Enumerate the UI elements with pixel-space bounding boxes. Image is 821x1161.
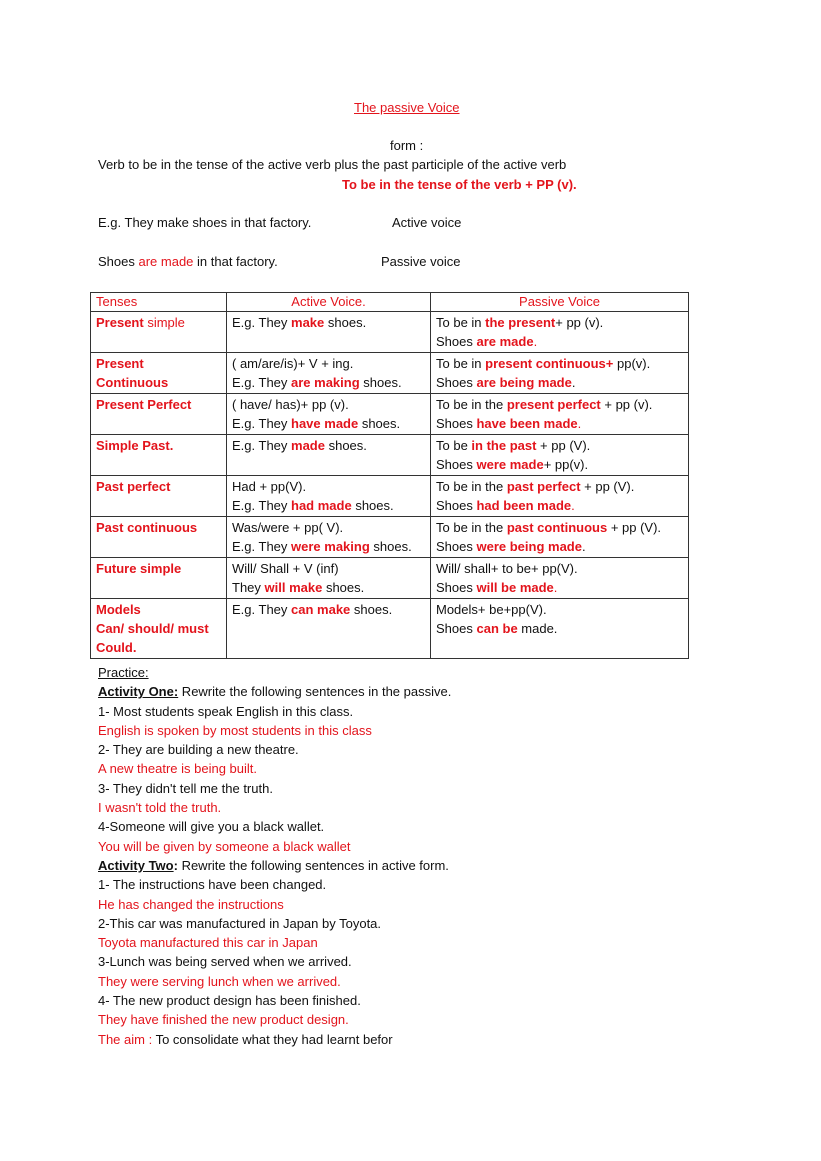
table-row — [91, 517, 689, 558]
active-cell — [227, 394, 431, 435]
text-segment: were made — [476, 457, 544, 472]
cell-line — [96, 477, 221, 496]
text-segment: Models — [96, 602, 141, 617]
text-segment: can make — [291, 602, 351, 617]
text-segment: ( am/are/is)+ V + ing. — [232, 356, 354, 371]
practice-line — [98, 779, 710, 798]
table-row — [91, 394, 689, 435]
text-segment: will make — [264, 580, 323, 595]
tense-cell — [91, 353, 227, 394]
text-segment: . — [581, 539, 586, 554]
passive-cell — [431, 435, 689, 476]
text-segment: . — [577, 416, 582, 431]
main-content — [90, 292, 710, 1049]
text-segment: A new theatre is being built. — [98, 761, 257, 777]
text-segment: + pp (v). — [555, 315, 604, 330]
table-row — [91, 435, 689, 476]
text-segment: Present Perfect — [96, 397, 192, 412]
table-header-row — [91, 293, 689, 312]
practice-line — [98, 663, 710, 682]
text-segment: pp(v). — [613, 356, 651, 371]
text-segment: Toyota manufactured this car in Japan — [98, 935, 318, 951]
text-segment: 4- The new product design has been finished. — [98, 993, 361, 1009]
text-segment: shoes. — [369, 539, 412, 554]
passive-cell — [431, 558, 689, 599]
text-segment: + pp (V). — [580, 479, 635, 494]
text-segment: Will/ Shall + V (inf) — [232, 561, 339, 576]
table-row — [91, 476, 689, 517]
practice-line — [98, 759, 710, 778]
text-segment: Shoes — [436, 498, 477, 513]
passive-example-post: in that factory. — [193, 254, 278, 269]
text-segment: They — [232, 580, 265, 595]
passive-example-verb: are made — [138, 254, 194, 269]
text-segment: Could. — [96, 640, 137, 655]
tense-cell — [91, 312, 227, 353]
text-segment: Practice: — [98, 665, 149, 680]
text-segment: E.g. They — [232, 438, 292, 453]
text-segment: will be made — [476, 580, 554, 595]
cell-line — [96, 600, 221, 619]
text-segment: + pp(v). — [543, 457, 589, 472]
text-segment: Was/were + pp( V). — [232, 520, 344, 535]
text-segment: Shoes — [436, 457, 477, 472]
cell-line — [436, 559, 683, 578]
tense-cell — [91, 517, 227, 558]
practice-section — [98, 663, 710, 1049]
practice-line — [98, 817, 710, 836]
text-segment: 4-Someone will give you a black wallet. — [98, 819, 325, 835]
text-segment: To be in — [436, 356, 486, 371]
practice-line — [98, 933, 710, 952]
practice-line — [98, 875, 710, 894]
text-segment: E.g. They — [232, 375, 292, 390]
text-segment: shoes. — [324, 438, 367, 453]
practice-line — [98, 721, 710, 740]
cell-line — [436, 332, 683, 351]
cell-line — [96, 619, 221, 638]
page-title: The passive Voice — [354, 100, 460, 115]
table-row — [91, 599, 689, 659]
active-cell — [227, 353, 431, 394]
text-segment: the present — [485, 315, 556, 330]
text-segment: shoes. — [359, 375, 402, 390]
cell-line — [96, 518, 221, 537]
cell-line — [436, 373, 683, 392]
text-segment: were being made — [476, 539, 582, 554]
tense-cell — [91, 394, 227, 435]
text-segment: Present — [96, 356, 144, 371]
text-segment: Shoes — [436, 375, 477, 390]
practice-line — [98, 682, 710, 701]
cell-line — [96, 436, 221, 455]
text-segment: Simple Past. — [96, 438, 174, 453]
text-segment: can be — [476, 621, 518, 636]
text-segment: have been made — [476, 416, 578, 431]
cell-line — [436, 496, 683, 515]
text-segment: are making — [291, 375, 360, 390]
table-row — [91, 353, 689, 394]
text-segment: Models+ be+pp(V). — [436, 602, 547, 617]
practice-line — [98, 798, 710, 817]
text-segment: You will be given by someone a black wallet — [98, 838, 351, 854]
passive-cell — [431, 394, 689, 435]
text-segment: . — [553, 580, 558, 595]
practice-line — [98, 740, 710, 759]
practice-line — [98, 972, 710, 991]
text-segment: They were serving lunch when we arrived. — [98, 973, 341, 989]
active-cell — [227, 599, 431, 659]
text-segment: I wasn't told the truth. — [98, 800, 222, 816]
text-segment: Rewrite the following sentences in active form. — [177, 857, 449, 873]
text-segment: have made — [291, 416, 359, 431]
text-segment: Activity One: — [98, 684, 179, 700]
formula-text: To be in the tense of the verb + PP (v). — [342, 177, 577, 192]
cell-line — [232, 559, 425, 578]
cell-line — [232, 477, 425, 496]
text-segment: 2-This car was manufactured in Japan by Toyota. — [98, 915, 382, 931]
header-tenses: Tenses — [91, 293, 227, 312]
text-segment: . — [571, 498, 575, 513]
practice-line — [98, 1010, 710, 1029]
text-segment: ( have/ has)+ pp (v). — [232, 397, 349, 412]
form-label: form : — [390, 138, 424, 153]
passive-cell — [431, 476, 689, 517]
text-segment: made — [291, 438, 325, 453]
text-segment: Future simple — [96, 561, 182, 576]
text-segment: present perfect — [506, 397, 601, 412]
cell-line — [232, 395, 425, 414]
text-segment: Will/ shall+ to be+ pp(V). — [436, 561, 578, 576]
practice-line — [98, 952, 710, 971]
text-segment: Had + pp(V). — [232, 479, 307, 494]
text-segment: had made — [291, 498, 352, 513]
cell-line — [232, 600, 425, 619]
header-passive-voice: Passive Voice — [431, 293, 689, 312]
passive-cell — [431, 517, 689, 558]
tense-cell — [91, 476, 227, 517]
cell-line — [436, 414, 683, 433]
passive-cell — [431, 312, 689, 353]
cell-line — [232, 537, 425, 556]
tense-cell — [91, 558, 227, 599]
cell-line — [436, 354, 683, 373]
cell-line — [436, 537, 683, 556]
text-segment: Rewrite the following sentences in the passive. — [178, 684, 452, 700]
passive-cell — [431, 353, 689, 394]
cell-line — [232, 496, 425, 515]
text-segment: past continuous — [506, 520, 608, 535]
text-segment: E.g. They — [232, 539, 292, 554]
definition-text: Verb to be in the tense of the active verb plus the past participle of the active verb — [98, 157, 567, 172]
active-voice-label: Active voice — [392, 215, 462, 230]
text-segment: : — [173, 857, 178, 873]
text-segment: shoes. — [324, 315, 367, 330]
text-segment: To be in the — [436, 479, 507, 494]
active-cell — [227, 312, 431, 353]
text-segment: Shoes — [436, 416, 477, 431]
cell-line — [436, 600, 683, 619]
active-cell — [227, 476, 431, 517]
text-segment: Past continuous — [96, 520, 198, 535]
text-segment: 1- Most students speak English in this class. — [98, 703, 354, 719]
text-segment: Shoes — [436, 580, 477, 595]
text-segment: Present — [96, 315, 144, 330]
tense-cell — [91, 435, 227, 476]
passive-example — [98, 254, 278, 269]
cell-line — [96, 559, 221, 578]
cell-line — [436, 395, 683, 414]
cell-line — [232, 436, 425, 455]
passive-voice-label: Passive voice — [381, 254, 461, 269]
cell-line — [436, 477, 683, 496]
cell-line — [436, 578, 683, 597]
practice-line — [98, 1030, 710, 1049]
text-segment: Shoes — [436, 334, 477, 349]
text-segment: E.g. They — [232, 315, 292, 330]
tenses-table — [90, 292, 689, 659]
text-segment: were making — [291, 539, 370, 554]
passive-cell — [431, 599, 689, 659]
cell-line — [436, 619, 683, 638]
text-segment: . — [533, 334, 538, 349]
text-segment: Continuous — [96, 375, 169, 390]
text-segment: past perfect — [506, 479, 581, 494]
tense-cell — [91, 599, 227, 659]
text-segment: Shoes — [436, 621, 477, 636]
cell-line — [232, 354, 425, 373]
text-segment: are being made — [476, 375, 572, 390]
cell-line — [232, 578, 425, 597]
text-segment: shoes. — [350, 602, 393, 617]
text-segment: To be in the — [436, 397, 507, 412]
cell-line — [232, 414, 425, 433]
practice-line — [98, 856, 710, 875]
cell-line — [96, 313, 221, 332]
text-segment: + pp (V). — [536, 438, 591, 453]
text-segment: English is spoken by most students in this class — [98, 722, 372, 738]
active-cell — [227, 435, 431, 476]
cell-line — [436, 518, 683, 537]
text-segment: present continuous+ — [485, 356, 614, 371]
text-segment: simple — [143, 315, 185, 330]
practice-line — [98, 895, 710, 914]
text-segment: 1- The instructions have been changed. — [98, 877, 327, 893]
text-segment: Can/ should/ must — [96, 621, 209, 636]
text-segment: . — [571, 375, 576, 390]
text-segment: made. — [517, 621, 558, 636]
practice-line — [98, 837, 710, 856]
text-segment: shoes. — [322, 580, 365, 595]
cell-line — [436, 455, 683, 474]
cell-line — [96, 638, 221, 657]
text-segment: are made — [476, 334, 534, 349]
header-active-voice: Active Voice. — [227, 293, 431, 312]
text-segment: 3-Lunch was being served when we arrived. — [98, 954, 352, 970]
practice-line — [98, 702, 710, 721]
text-segment: E.g. They — [232, 602, 292, 617]
text-segment: E.g. They — [232, 416, 292, 431]
passive-example-pre: Shoes — [98, 254, 139, 269]
cell-line — [436, 436, 683, 455]
text-segment: Shoes — [436, 539, 477, 554]
text-segment: To be in — [436, 315, 486, 330]
cell-line — [96, 354, 221, 373]
text-segment: He has changed the instructions — [98, 896, 284, 912]
text-segment: They have finished the new product design. — [98, 1012, 349, 1028]
text-segment: The aim : — [98, 1031, 156, 1047]
text-segment: had been made — [476, 498, 572, 513]
text-segment: make — [291, 315, 325, 330]
practice-line — [98, 991, 710, 1010]
text-segment: 3- They didn't tell me the truth. — [98, 780, 273, 796]
cell-line — [96, 395, 221, 414]
text-segment: E.g. They — [232, 498, 292, 513]
cell-line — [232, 518, 425, 537]
text-segment: Activity Two — [98, 857, 174, 873]
text-segment: shoes. — [351, 498, 394, 513]
table-row — [91, 558, 689, 599]
active-example: E.g. They make shoes in that factory. — [98, 215, 312, 230]
text-segment: + pp (V). — [607, 520, 662, 535]
text-segment: + pp (v). — [600, 397, 653, 412]
text-segment: To be — [436, 438, 472, 453]
cell-line — [96, 373, 221, 392]
active-cell — [227, 517, 431, 558]
cell-line — [232, 313, 425, 332]
practice-line — [98, 914, 710, 933]
table-row — [91, 312, 689, 353]
active-cell — [227, 558, 431, 599]
text-segment: shoes. — [358, 416, 401, 431]
text-segment: Past perfect — [96, 479, 171, 494]
text-segment: To consolidate what they had learnt befor — [155, 1031, 393, 1047]
text-segment: in the past — [471, 438, 537, 453]
cell-line — [232, 373, 425, 392]
cell-line — [436, 313, 683, 332]
text-segment: To be in the — [436, 520, 507, 535]
text-segment: 2- They are building a new theatre. — [98, 742, 299, 758]
